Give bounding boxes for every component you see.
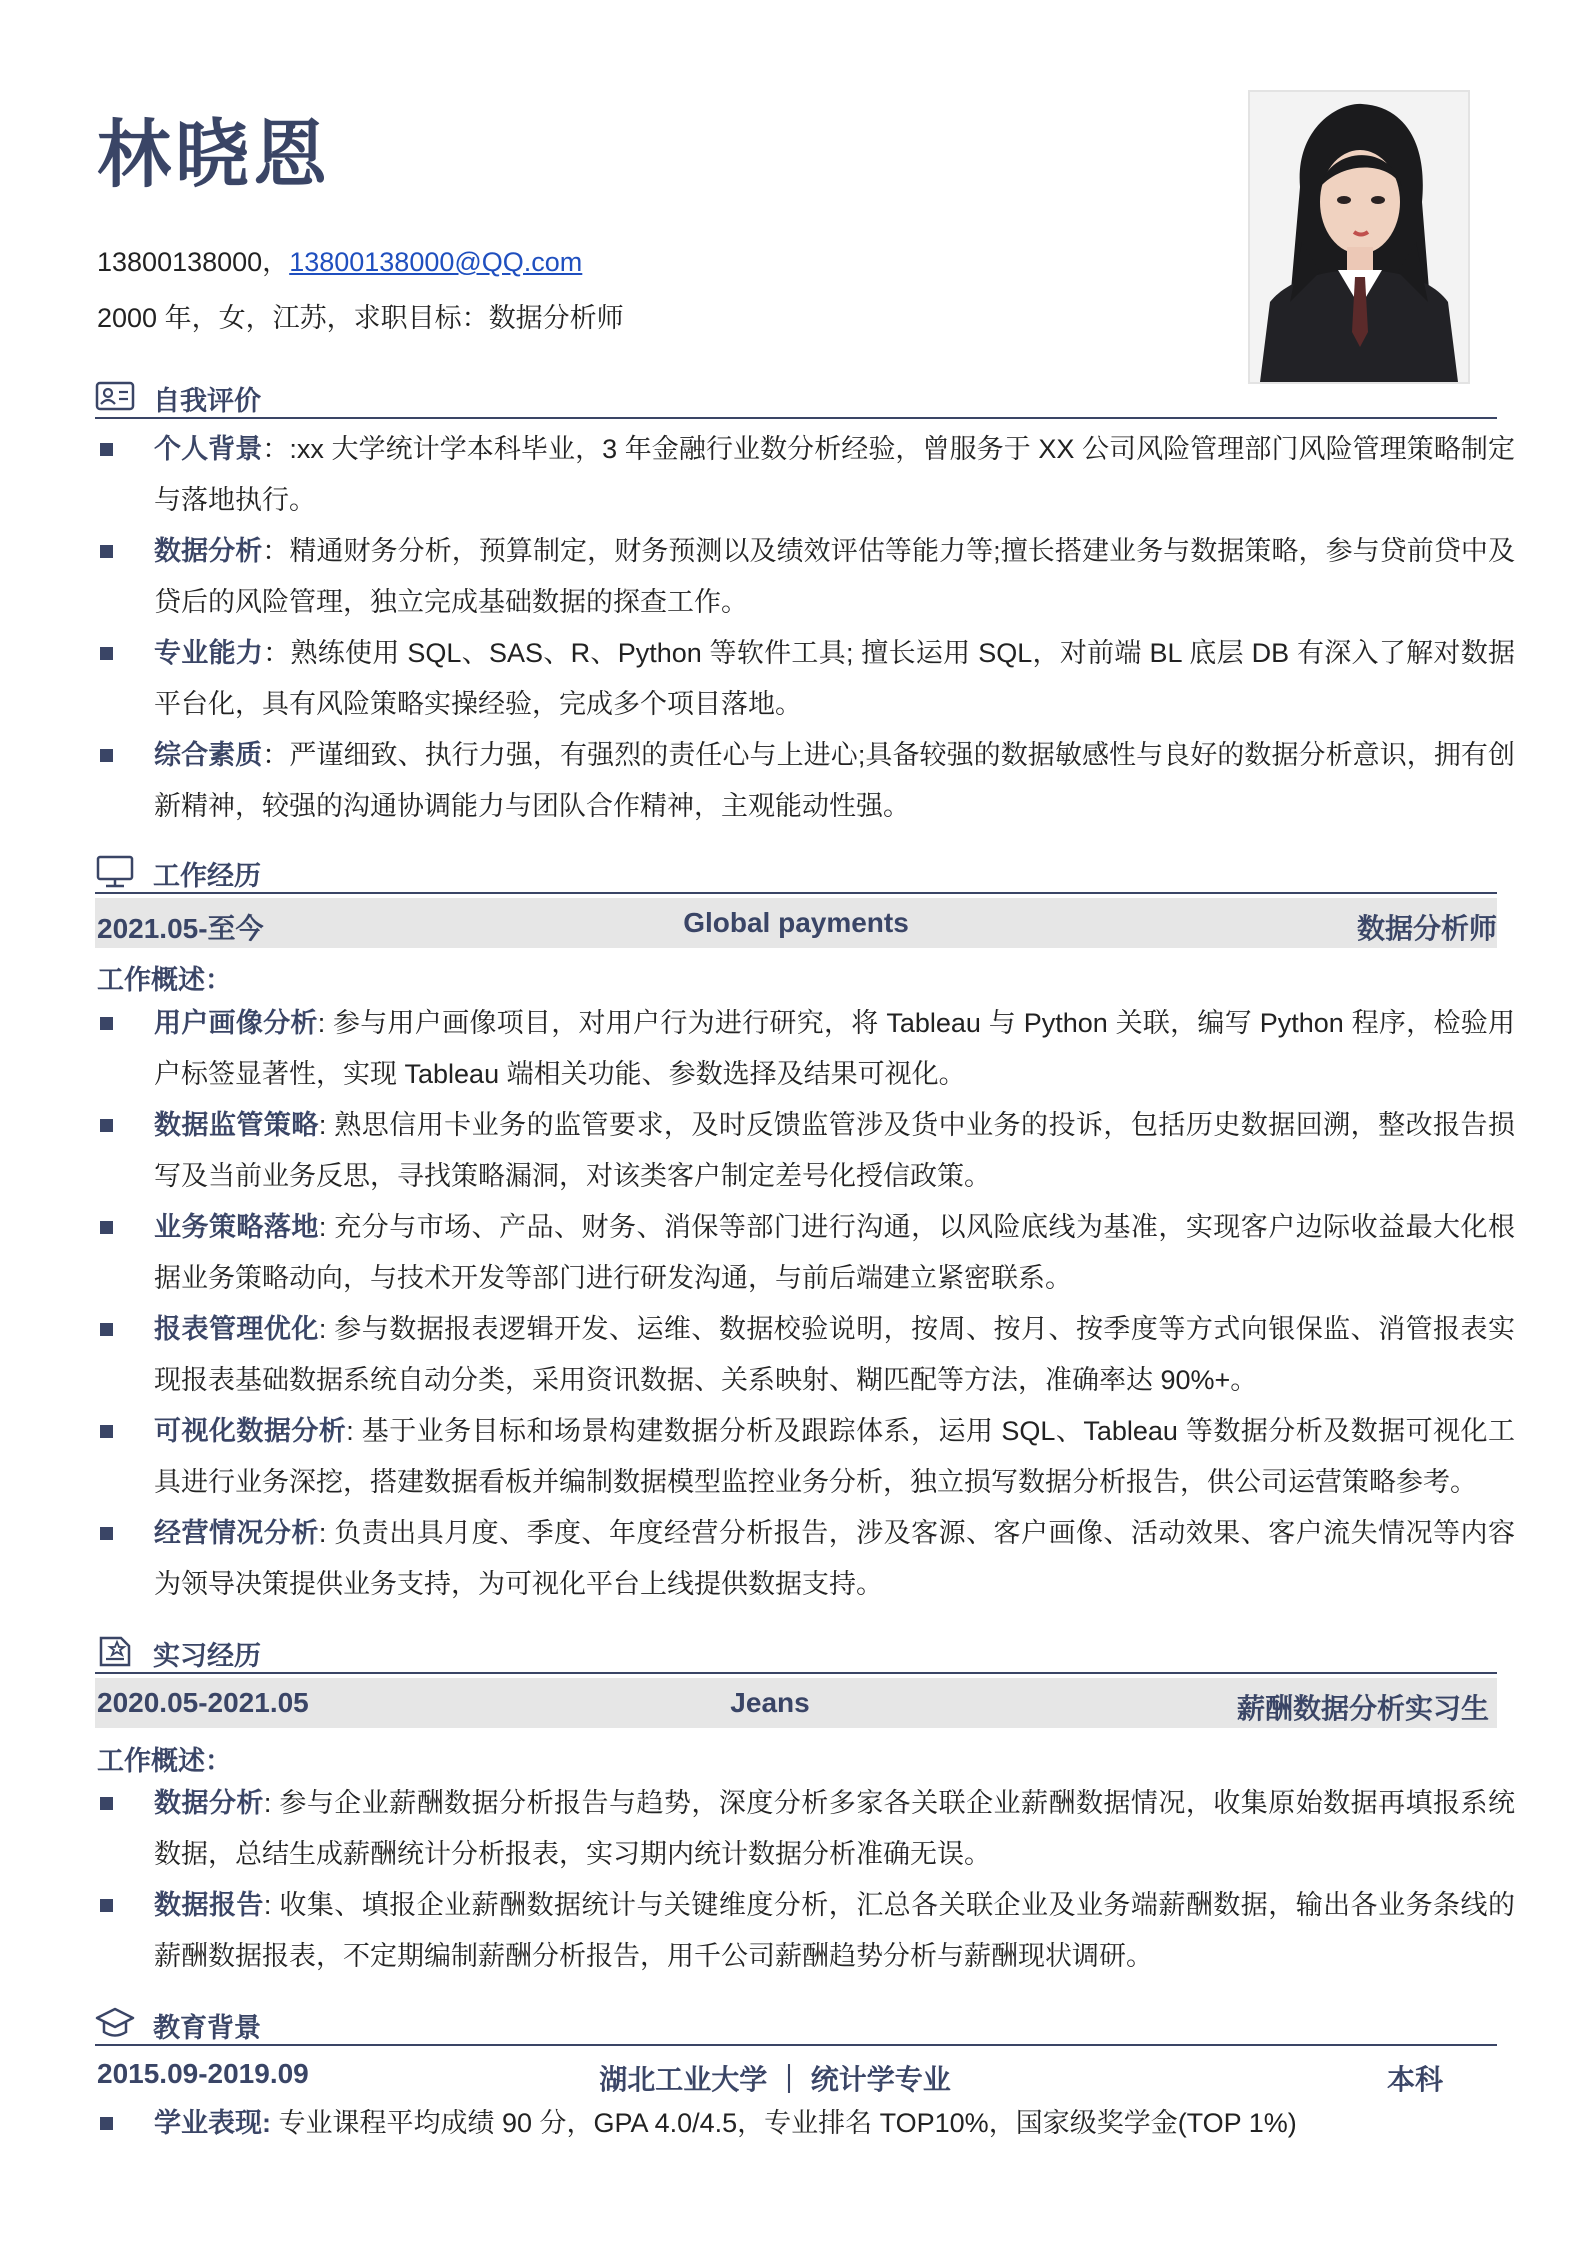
- list-item: 数据监管策略: 熟思信用卡业务的监管要求，及时反馈监管涉及货中业务的投诉，包括历史数据回溯，整改报告损写及当前业务反思，寻找策略漏洞，对该类客户制定差号化授信政策。: [97, 1100, 1515, 1202]
- profile-photo: [1248, 90, 1470, 384]
- contact-line: [97, 240, 582, 279]
- edu-date: 2015.09-2019.09: [97, 2058, 309, 2089]
- list-item: 用户画像分析: 参与用户画像项目，对用户行为进行研究，将 Tableau 与 Python 关联，编写 Python 程序，检验用户标签显著性，实现 Tableau 端相关功能、参数选择及结果可视化。: [97, 998, 1515, 1100]
- phone-number: 13800138000，: [97, 247, 290, 277]
- list-item: 数据分析: 参与企业薪酬数据分析报告与趋势，深度分析多家各关联企业薪酬数据情况，收集原始数据再填报系统数据，总结生成薪酬统计分析报表，实习期内统计数据分析准确无误。: [97, 1778, 1515, 1880]
- section-edu-header: [95, 2004, 1497, 2046]
- section-title: 自我评价: [153, 386, 261, 416]
- bullet-square: [100, 2117, 113, 2130]
- bullet-square: [100, 1119, 113, 1132]
- section-title: 工作经历: [153, 861, 261, 891]
- section-title: 实习经历: [153, 1641, 261, 1671]
- intern-date: 2020.05-2021.05: [97, 1687, 309, 1718]
- edu-info-row: [95, 2054, 1497, 2098]
- graduation-cap-icon: [95, 2006, 135, 2040]
- intern-list: [97, 1778, 1515, 1982]
- self-eval-list: [97, 424, 1515, 832]
- work-info-bar: [95, 898, 1497, 948]
- work-company: Global payments: [683, 907, 909, 938]
- section-intern-header: [95, 1632, 1497, 1674]
- bullet-square: [100, 647, 113, 660]
- list-item: 报表管理优化: 参与数据报表逻辑开发、运维、数据校验说明，按周、按月、按季度等方式向银保监、消管报表实现报表基础数据系统自动分类，采用资讯数据、关系映射、糊匹配等方法，准确率达 90%+。: [97, 1304, 1515, 1406]
- list-item: 数据分析：精通财务分析，预算制定，财务预测以及绩效评估等能力等;擅长搭建业务与数据策略，参与贷前贷中及贷后的风险管理，独立完成基础数据的探查工作。: [97, 526, 1515, 628]
- intern-overview-label: 工作概述：: [97, 1746, 232, 1776]
- list-item: 个人背景：:xx 大学统计学本科毕业，3 年金融行业数分析经验，曾服务于 XX 公司风险管理部门风险管理策略制定与落地执行。: [97, 424, 1515, 526]
- work-list: [97, 998, 1515, 1610]
- portrait-illustration: [1250, 92, 1468, 382]
- bullet-square: [100, 1221, 113, 1234]
- list-item: 经营情况分析: 负责出具月度、季度、年度经营分析报告，涉及客源、客户画像、活动效果、客户流失情况等内容为领导决策提供业务支持，为可视化平台上线提供数据支持。: [97, 1508, 1515, 1610]
- bullet-square: [100, 1899, 113, 1912]
- section-title: 教育背景: [153, 2013, 261, 2043]
- email-link[interactable]: 13800138000@QQ.com: [289, 247, 583, 277]
- edu-school-major: 湖北工业大学 ｜ 统计学专业: [599, 2064, 951, 2095]
- work-role: 数据分析师: [1356, 913, 1497, 944]
- intern-info-bar: [95, 1678, 1497, 1728]
- list-item: 专业能力：熟练使用 SQL、SAS、R、Python 等软件工具; 擅长运用 SQL，对前端 BL 底层 DB 有深入了解对数据平台化，具有风险策略实操经验，完成多个项目落地。: [97, 628, 1515, 730]
- bullet-square: [100, 1323, 113, 1336]
- list-item: 数据报告: 收集、填报企业薪酬数据统计与关键维度分析，汇总各关联企业及业务端薪酬数据，输出各业务条线的薪酬数据报表，不定期编制薪酬分析报告，用千公司薪酬趋势分析与薪酬现状调研。: [97, 1880, 1515, 1982]
- bullet-square: [100, 443, 113, 456]
- bullet-square: [100, 749, 113, 762]
- bullet-square: [100, 1425, 113, 1438]
- bullet-square: [100, 1797, 113, 1810]
- edu-degree: 本科: [1386, 2064, 1443, 2095]
- id-card-icon: [95, 379, 135, 413]
- section-self-eval-header: [95, 377, 1497, 419]
- list-item: 可视化数据分析: 基于业务目标和场景构建数据分析及跟踪体系，运用 SQL、Tableau 等数据分析及数据可视化工具进行业务深挖，搭建数据看板并编制数据模型监控业务分析，独立损写数据分析报告，供公司运营策略参考。: [97, 1406, 1515, 1508]
- section-work-header: [95, 852, 1497, 894]
- work-overview-label: 工作概述：: [97, 965, 232, 995]
- list-item: 业务策略落地: 充分与市场、产品、财务、消保等部门进行沟通，以风险底线为基准，实现客户边际收益最大化根据业务策略动向，与技术开发等部门进行研发沟通，与前后端建立紧密联系。: [97, 1202, 1515, 1304]
- list-item: 综合素质：严谨细致、执行力强，有强烈的责任心与上进心;具备较强的数据敏感性与良好的数据分析意识，拥有创新精神，较强的沟通协调能力与团队合作精神，主观能动性强。: [97, 730, 1515, 832]
- bullet-square: [100, 1017, 113, 1030]
- intern-company: Jeans: [730, 1687, 810, 1718]
- candidate-name: 林晓恩: [97, 113, 331, 196]
- bullet-square: [100, 545, 113, 558]
- monitor-icon: [95, 854, 135, 888]
- list-item: 学业表现: 专业课程平均成绩 90 分，GPA 4.0/4.5，专业排名 TOP10%，国家级奖学金(TOP 1%): [97, 2098, 1515, 2149]
- intern-role: 薪酬数据分析实习生: [1236, 1693, 1489, 1724]
- basic-info: 2000 年，女，江苏，求职目标：数据分析师: [97, 303, 624, 333]
- edu-list: [97, 2098, 1515, 2149]
- certificate-icon: [95, 1634, 135, 1668]
- bullet-square: [100, 1527, 113, 1540]
- work-date: 2021.05-至今: [97, 913, 264, 944]
